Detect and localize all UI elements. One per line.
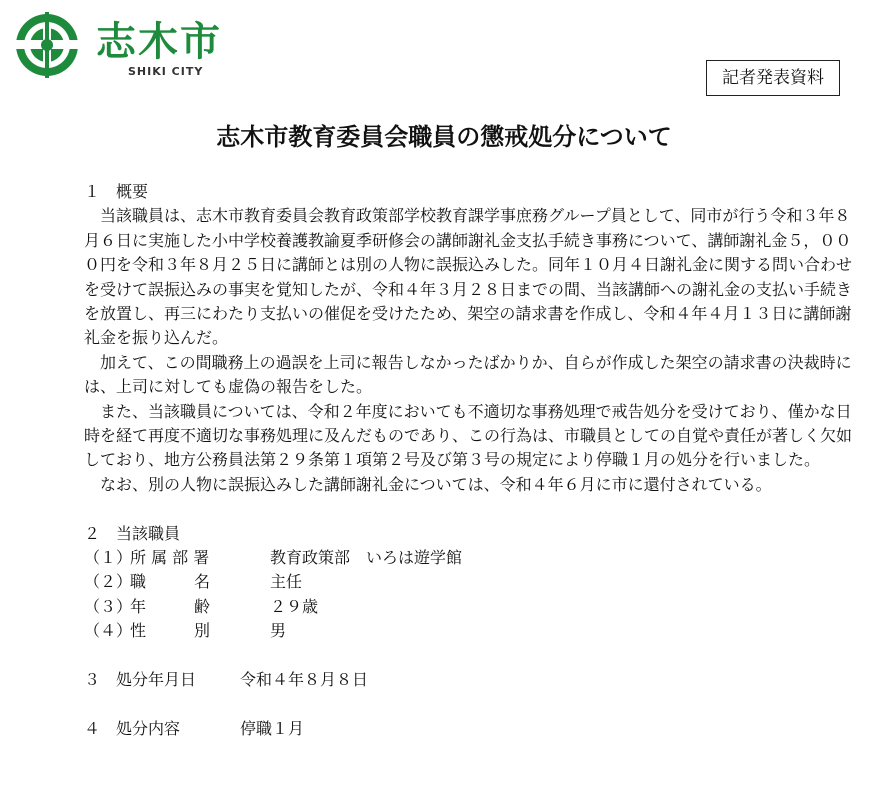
- employee-row: [84, 570, 864, 594]
- row-value: ２９歳: [270, 596, 319, 616]
- logo-subtitle: SHIKI CITY: [128, 65, 204, 78]
- row-number: （３）: [84, 596, 133, 616]
- row-number: （２）: [84, 572, 133, 592]
- disposal-date-row: [84, 668, 864, 692]
- disposal-date-value: 令和４年８月８日: [240, 670, 369, 690]
- page-title: 志木市教育委員会職員の懲戒処分について: [216, 123, 672, 151]
- row-label: 所 属 部 署: [130, 548, 210, 568]
- disposal-content-label: ４ 処分内容: [84, 718, 181, 738]
- row-value: 主任: [270, 572, 303, 592]
- overview-paragraph: 加えて、この間職務上の過誤を上司に報告しなかったばかりか、自らが作成した架空の請求書の決裁時には、上司に対しても虚偽の報告をした。: [84, 352, 852, 397]
- document-body: [84, 180, 864, 741]
- overview-paragraph: なお、別の人物に誤振込みした講師謝礼金については、令和４年６月に市に還付されている。: [100, 474, 772, 494]
- row-label: 性 別: [130, 621, 211, 641]
- employee-row: [84, 595, 864, 619]
- employee-row: [84, 546, 864, 570]
- row-number: （１）: [84, 548, 133, 568]
- overview-paragraph: 当該職員は、志木市教育委員会教育政策部学校教育課学事庶務グループ員として、同市が行う令和３年８月６日に実施した小中学校養護教諭夏季研修会の講師謝礼金支払手続き事務について、講師謝礼金５，０００円を令和３年８月２５日に講師とは別の人物に誤振込みした。同年１０月４日謝礼金に関する問い合わせを受けて誤振込みの事実を覚知したが、令和４年３月２８日までの間、当該講師への謝礼金の支払い手続きを放置し、再三にわたり支払いの催促を受けたため、架空の請求書を作成し、令和４年４月１３日に講師謝礼金を振り込んだ。: [84, 206, 853, 348]
- disposal-content-value: 停職１月: [240, 718, 305, 738]
- disposal-content-row: [84, 717, 864, 741]
- section-heading-employee: ２ 当該職員: [84, 523, 181, 543]
- logo-title: 志木市: [96, 19, 222, 65]
- employee-row: [84, 619, 864, 643]
- press-release-label: 記者発表資料: [706, 60, 840, 96]
- city-emblem-icon: [14, 12, 80, 78]
- row-value: 教育政策部 いろは遊学館: [270, 548, 463, 568]
- row-label: 年 齢: [130, 596, 211, 616]
- overview-paragraph: また、当該職員については、令和２年度においても不適切な事務処理で戒告処分を受けており、僅かな日時を経て再度不適切な事務処理に及んだものであり、この行為は、市職員としての自覚や責任が著しく欠如しており、地方公務員法第２９条第１項第２号及び第３号の規定により停職１月の処分を行いました。: [84, 401, 853, 470]
- row-value: 男: [270, 621, 287, 641]
- disposal-date-label: ３ 処分年月日: [84, 670, 197, 690]
- city-logo: [14, 12, 234, 82]
- row-label: 職 名: [130, 572, 211, 592]
- row-number: （４）: [84, 621, 133, 641]
- section-heading-overview: １ 概要: [84, 182, 149, 201]
